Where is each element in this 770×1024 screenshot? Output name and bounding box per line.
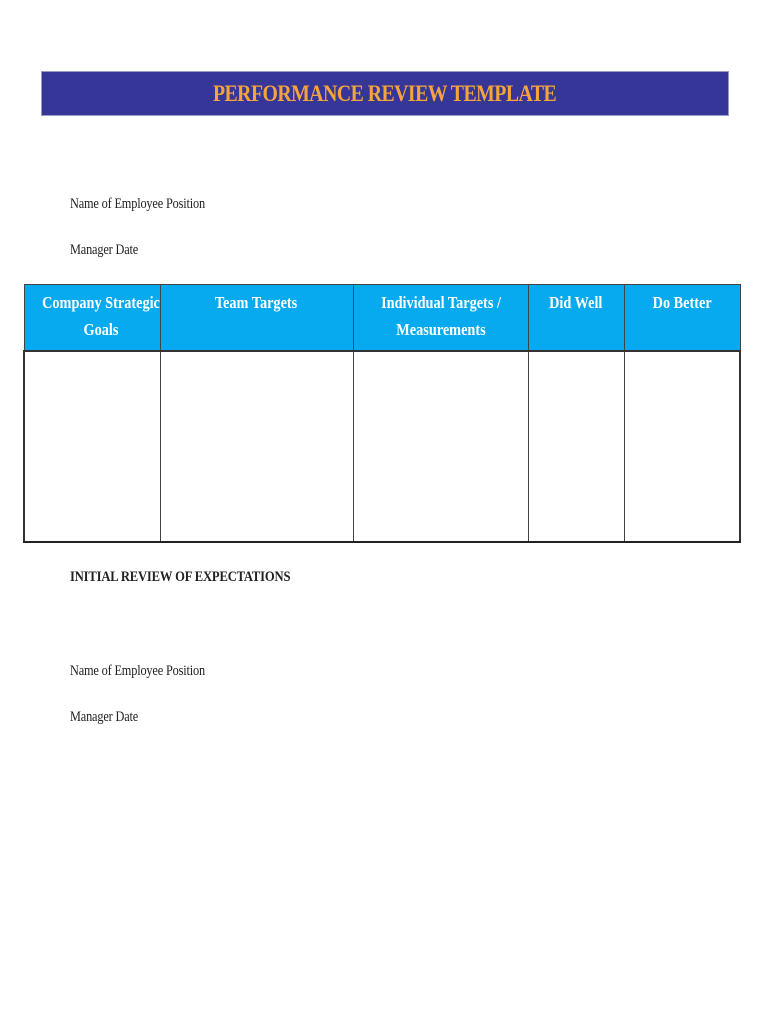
manager-date-line xyxy=(70,242,138,259)
header-do-better: Do Better xyxy=(624,285,740,351)
header-team-targets: Team Targets xyxy=(160,285,353,351)
employee-label-2: Name of Employee xyxy=(70,663,164,679)
header-did-well: Did Well xyxy=(528,285,624,351)
cell-team-targets[interactable] xyxy=(160,351,353,542)
position-label-2: Position xyxy=(165,663,205,679)
employee-position-line-2 xyxy=(70,663,205,680)
cell-company-strategic-goals[interactable] xyxy=(24,351,160,542)
manager-date-line-2 xyxy=(70,709,138,726)
header-company-strategic-goals: Company Strategic Goals xyxy=(24,285,160,351)
header-individual-targets: Individual Targets / Measurements xyxy=(353,285,528,351)
table-header-row xyxy=(24,285,740,351)
cell-do-better[interactable] xyxy=(624,351,740,542)
employee-position-line xyxy=(70,196,205,213)
page-title: PERFORMANCE REVIEW TEMPLATE xyxy=(213,80,557,106)
section-heading: INITIAL REVIEW OF EXPECTATIONS xyxy=(70,569,291,585)
position-label: Position xyxy=(165,196,205,212)
manager-label-2: Manager xyxy=(70,709,113,725)
date-label: Date xyxy=(115,242,139,258)
date-label-2: Date xyxy=(115,709,139,725)
review-table xyxy=(23,284,741,543)
employee-label: Name of Employee xyxy=(70,196,164,212)
manager-label: Manager xyxy=(70,242,113,258)
cell-individual-targets[interactable] xyxy=(353,351,528,542)
title-banner xyxy=(41,71,729,116)
table-row xyxy=(24,351,740,542)
cell-did-well[interactable] xyxy=(528,351,624,542)
